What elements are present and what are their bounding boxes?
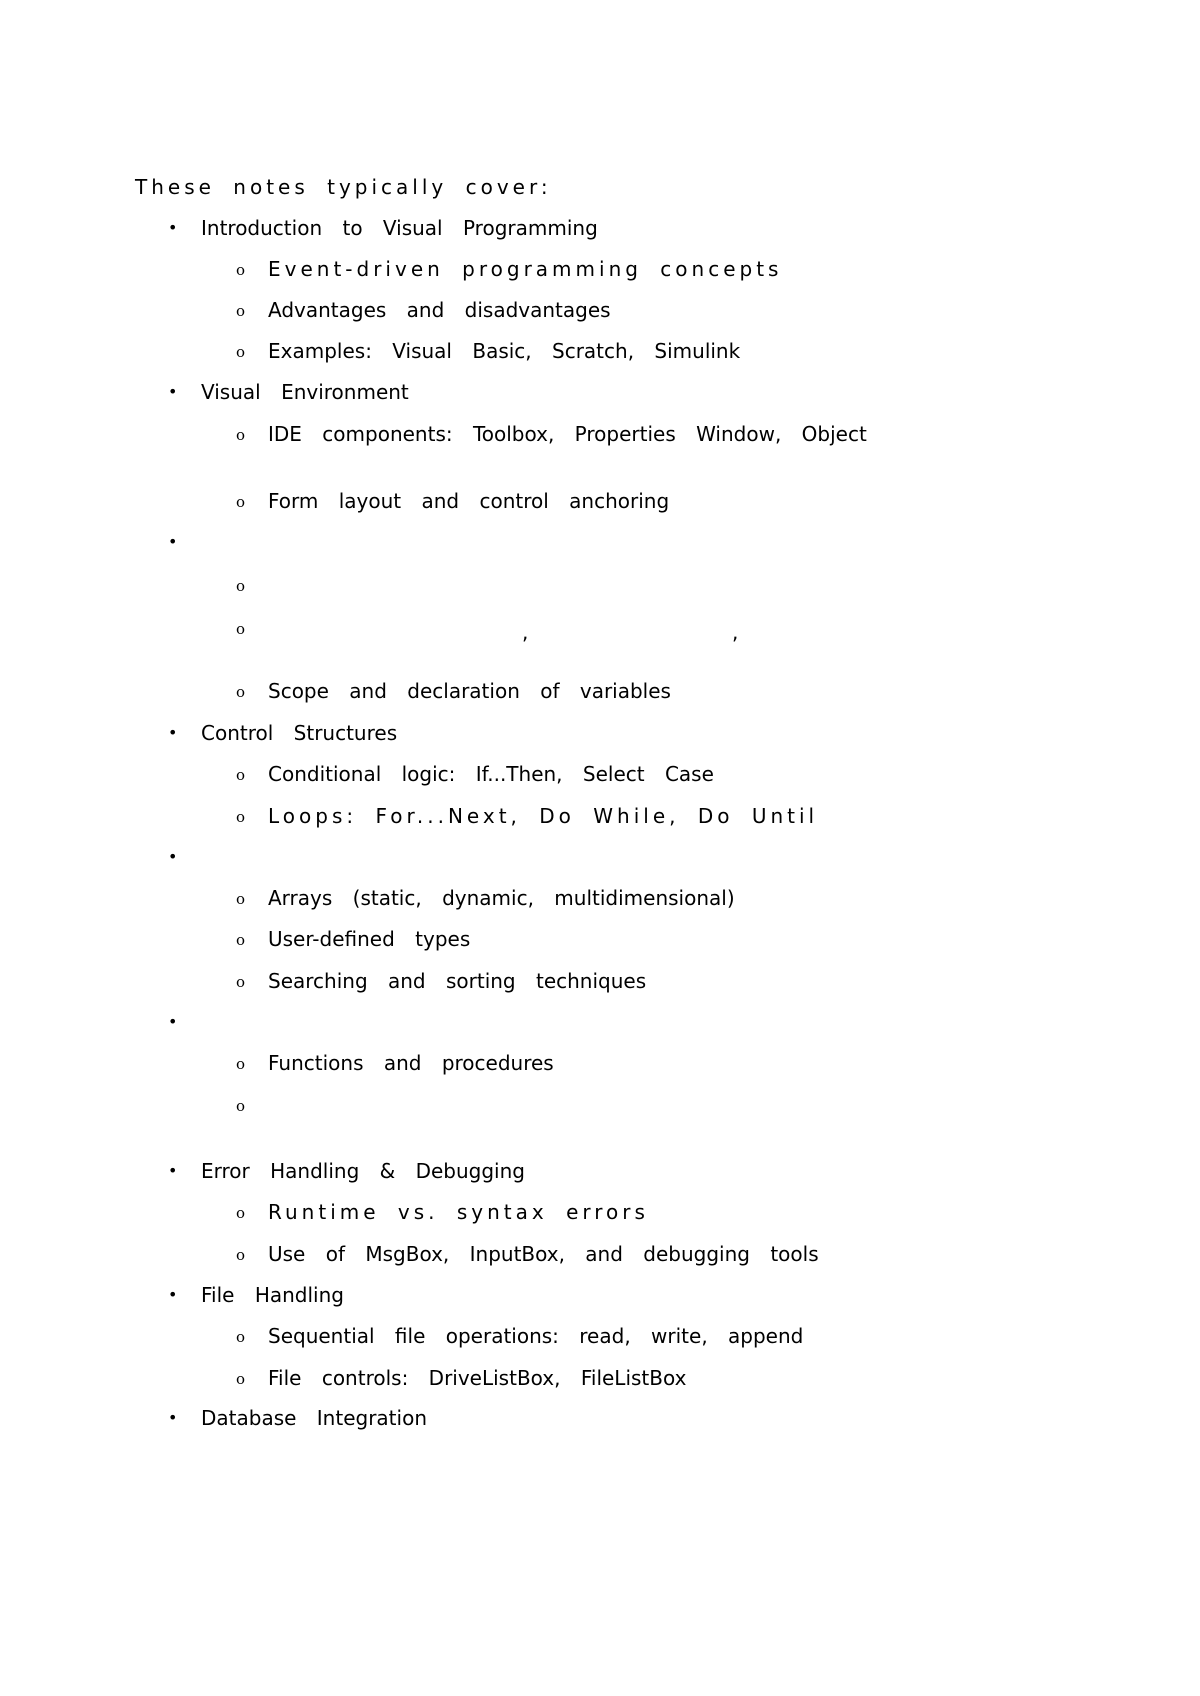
list-item: Scope and declaration of variables xyxy=(268,679,671,703)
sub-bullet: o xyxy=(236,1204,246,1222)
sub-bullet: o xyxy=(236,620,246,638)
sub-bullet: o xyxy=(236,766,246,784)
bullet: • xyxy=(168,1285,178,1304)
sub-bullet: o xyxy=(236,808,246,826)
sub-bullet: o xyxy=(236,1097,246,1115)
list-item: Form layout and control anchoring xyxy=(268,489,670,513)
sub-bullet: o xyxy=(236,1055,246,1073)
bullet: • xyxy=(168,723,178,742)
section-title: Database Integration xyxy=(201,1406,427,1430)
list-item: Arrays (static, dynamic, multidimensional) xyxy=(268,886,735,910)
list-item: Runtime vs. syntax errors xyxy=(268,1200,649,1224)
section-title: Control Structures xyxy=(201,721,398,745)
list-item: Event-driven programming concepts xyxy=(268,257,783,281)
list-item: Loops: For...Next, Do While, Do Until xyxy=(268,804,819,828)
sub-bullet: o xyxy=(236,1246,246,1264)
bullet: • xyxy=(168,532,178,551)
sub-bullet: o xyxy=(236,931,246,949)
list-item: Examples: Visual Basic, Scratch, Simulink xyxy=(268,339,741,363)
sub-bullet: o xyxy=(236,683,246,701)
list-item: Searching and sorting techniques xyxy=(268,969,647,993)
section-title: Visual Environment xyxy=(201,380,409,404)
list-item: User-defined types xyxy=(268,927,471,951)
sub-bullet: o xyxy=(236,1328,246,1346)
bullet: • xyxy=(168,1012,178,1031)
list-item: Use of MsgBox, InputBox, and debugging tools xyxy=(268,1242,819,1266)
sub-bullet: o xyxy=(236,973,246,991)
list-item: Conditional logic: If...Then, Select Case xyxy=(268,762,714,786)
sub-bullet: o xyxy=(236,577,246,595)
sub-bullet: o xyxy=(236,890,246,908)
sub-bullet: o xyxy=(236,493,246,511)
bullet: • xyxy=(168,218,178,237)
section-title: Introduction to Visual Programming xyxy=(201,216,598,240)
stray-comma: , xyxy=(522,620,529,644)
sub-bullet: o xyxy=(236,261,246,279)
stray-comma: , xyxy=(732,620,739,644)
bullet: • xyxy=(168,1161,178,1180)
section-title: File Handling xyxy=(201,1283,344,1307)
bullet: • xyxy=(168,382,178,401)
bullet: • xyxy=(168,847,178,866)
list-item: IDE components: Toolbox, Properties Window, Object xyxy=(268,422,867,446)
list-item: File controls: DriveListBox, FileListBox xyxy=(268,1366,687,1390)
list-item: Advantages and disadvantages xyxy=(268,298,611,322)
section-title: Error Handling & Debugging xyxy=(201,1159,525,1183)
sub-bullet: o xyxy=(236,343,246,361)
intro-text: These notes typically cover: xyxy=(135,175,552,199)
sub-bullet: o xyxy=(236,1370,246,1388)
bullet: • xyxy=(168,1408,178,1427)
sub-bullet: o xyxy=(236,426,246,444)
list-item: Sequential file operations: read, write, append xyxy=(268,1324,804,1348)
list-item: Functions and procedures xyxy=(268,1051,554,1075)
sub-bullet: o xyxy=(236,302,246,320)
